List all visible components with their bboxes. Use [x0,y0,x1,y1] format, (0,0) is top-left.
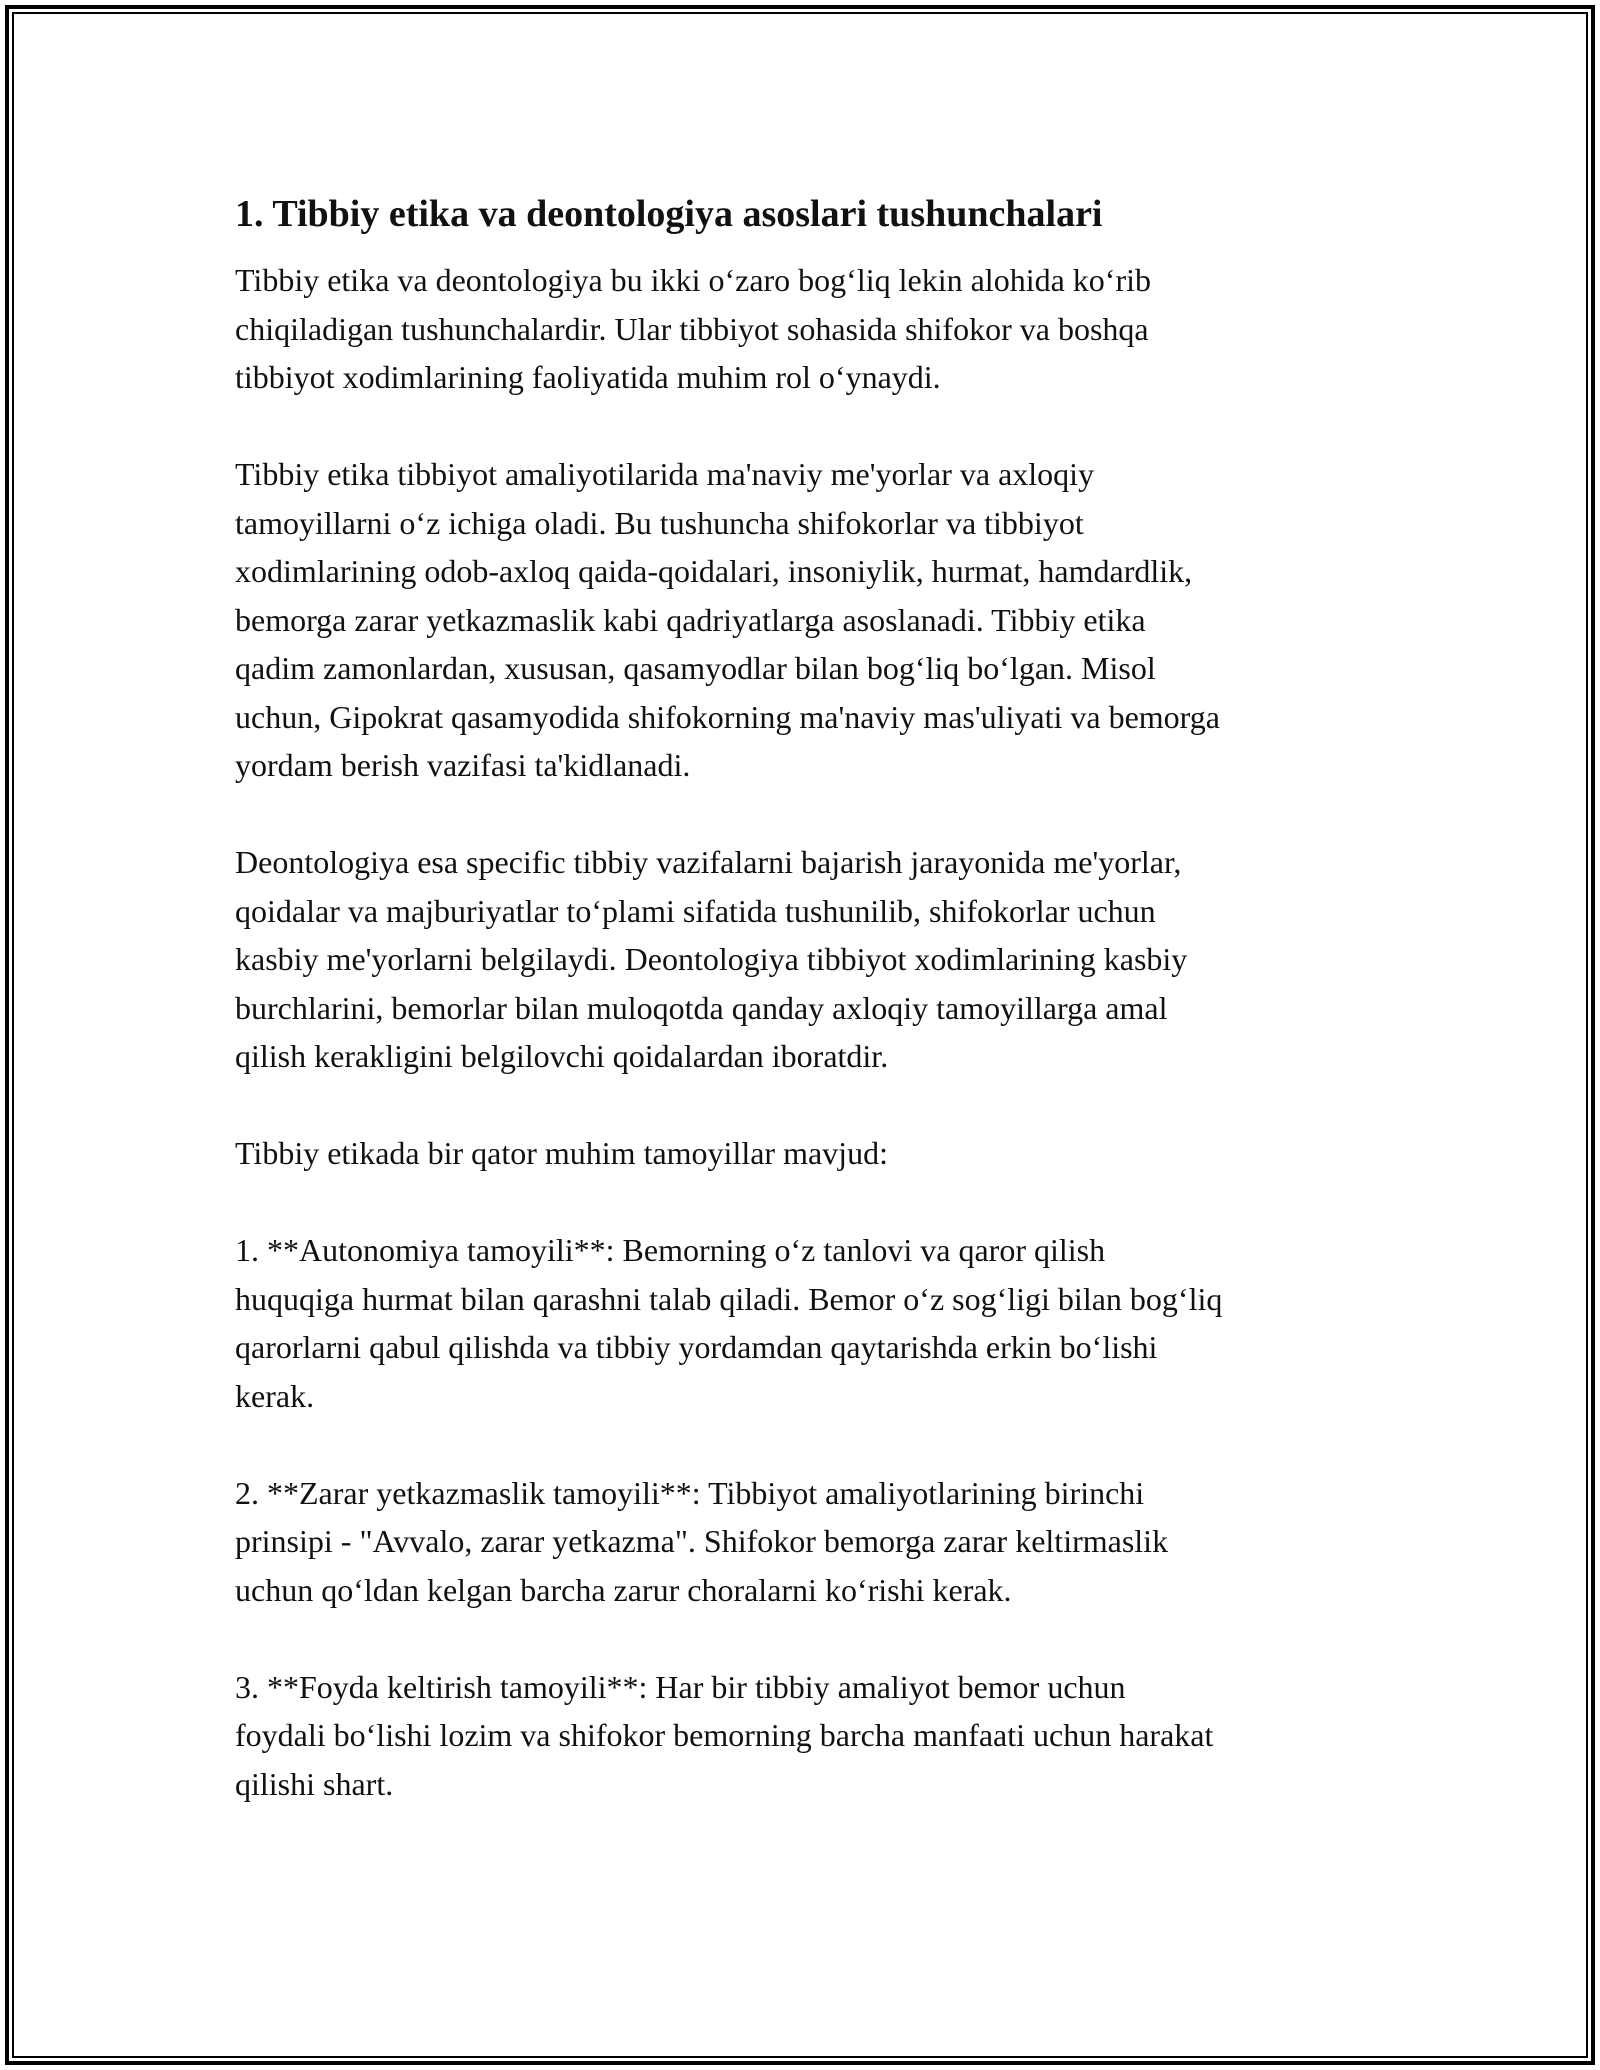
paragraph-medical-ethics: Tibbiy etika tibbiyot amaliyotilarida ma'naviy me'yorlar va axloqiy tamoyillarni o‘z ichiga oladi. Bu tushuncha shifokorlar va tibbiyot xodimlarining odob-axloq qaida-qoidalari, insoniylik, hurmat, hamdardlik, bemorga zarar yetkazmaslik kabi qadriyatlarga asoslanadi. Tibbiy etika qadim zamonlardan, xususan, qasamyodlar bilan bog‘liq bo‘lgan. Misol uchun, Gipokrat qasamyodida shifokorning ma'naviy mas'uliyati va bemorga yordam berish vazifasi ta'kidlanadi. [235,456,1220,783]
paragraph-principles-intro: Tibbiy etikada bir qator muhim tamoyillar mavjud: [235,1135,888,1171]
list-item-non-maleficence: 2. **Zarar yetkazmaslik tamoyili**: Tibbiyot amaliyotlarining birinchi prinsipi - "Avvalo, zarar yetkazma". Shifokor bemorga zarar keltirmaslik uchun qo‘ldan kelgan barcha zarur choralarni ko‘rishi kerak. [235,1474,1169,1608]
paragraph-deontology: Deontologiya esa specific tibbiy vazifalarni bajarish jarayonida me'yorlar, qoidalar va majburiyatlar to‘plami sifatida tushunilib, shifokorlar uchun kasbiy me'yorlarni belgilaydi. Deontologiya tibbiyot xodimlarining kasbiy burchlarini, bemorlar bilan muloqotda qanday axloqiy tamoyillarga amal qilish kerakligini belgilovchi qoidalardan iboratdir. [235,844,1188,1074]
list-item-beneficence: 3. **Foyda keltirish tamoyili**: Har bir tibbiy amaliyot bemor uchun foydali bo‘lishi lozim va shifokor bemorning barcha manfaati uchun harakat qilishi shart. [235,1668,1214,1802]
paragraph-intro: Tibbiy etika va deontologiya bu ikki o‘zaro bog‘liq lekin alohida ko‘rib chiqiladigan tushunchalardir. Ular tibbiyot sohasida shifokor va boshqa tibbiyot xodimlarining faoliyatida muhim rol o‘ynaydi. [235,262,1151,395]
list-item-autonomy: 1. **Autonomiya tamoyili**: Bemorning o‘z tanlovi va qaror qilish huquqiga hurmat bilan qarashni talab qiladi. Bemor o‘z sog‘ligi bilan bog‘liq qarorlarni qabul qilishda va tibbiy yordamdan qaytarishda erkin bo‘lishi kerak. [235,1232,1223,1414]
section-heading: 1. Tibbiy etika va deontologiya asoslari tushunchalari [235,193,1103,235]
document-body [235,186,1375,1808]
